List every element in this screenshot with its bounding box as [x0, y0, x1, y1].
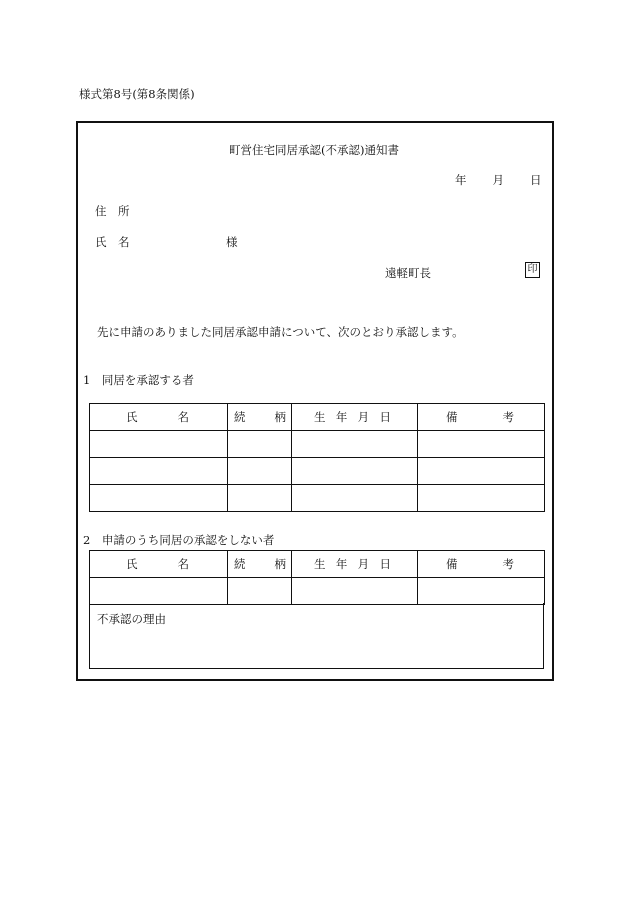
header-birthdate: 生 年 月 日 — [292, 404, 418, 431]
approved-persons-table — [89, 403, 545, 512]
header-remarks: 備 考 — [418, 551, 545, 578]
date-line — [455, 172, 542, 188]
date-year: 年 — [455, 173, 467, 187]
table-row — [90, 458, 545, 485]
table-header-row — [90, 404, 545, 431]
cell-relation[interactable] — [228, 578, 292, 605]
cell-relation[interactable] — [228, 485, 292, 512]
cell-birthdate[interactable] — [292, 431, 418, 458]
date-day: 日 — [530, 173, 542, 187]
header-remarks: 備 考 — [418, 404, 545, 431]
cell-name[interactable] — [90, 485, 228, 512]
cell-birthdate[interactable] — [292, 578, 418, 605]
body-text: 先に申請のありました同居承認申請について、次のとおり承認します。 — [97, 325, 464, 339]
table-row — [90, 578, 545, 605]
name-label: 氏 名 — [95, 235, 130, 249]
cell-name[interactable] — [90, 431, 228, 458]
cell-name[interactable] — [90, 578, 228, 605]
cell-remarks[interactable] — [418, 578, 545, 605]
table-row — [90, 431, 545, 458]
cell-remarks[interactable] — [418, 458, 545, 485]
table-row — [90, 485, 545, 512]
address-label: 住 所 — [95, 204, 130, 218]
cell-name[interactable] — [90, 458, 228, 485]
date-month: 月 — [492, 173, 504, 187]
section2-title: 2 申請のうち同居の承認をしない者 — [83, 533, 275, 547]
header-relation: 続 柄 — [228, 551, 292, 578]
cell-relation[interactable] — [228, 431, 292, 458]
issuer: 遠軽町長 — [385, 266, 431, 280]
form-reference: 様式第8号(第8条関係) — [79, 87, 195, 101]
table-header-row — [90, 551, 545, 578]
rejection-reason-label: 不承認の理由 — [97, 612, 166, 626]
cell-relation[interactable] — [228, 458, 292, 485]
rejection-reason-box[interactable] — [89, 603, 544, 669]
cell-remarks[interactable] — [418, 485, 545, 512]
header-birthdate: 生 年 月 日 — [292, 551, 418, 578]
honorific: 様 — [226, 235, 238, 249]
header-relation: 続 柄 — [228, 404, 292, 431]
document-title: 町営住宅同居承認(不承認)通知書 — [229, 143, 399, 157]
cell-birthdate[interactable] — [292, 485, 418, 512]
rejected-persons-table — [89, 550, 545, 605]
header-name: 氏 名 — [90, 551, 228, 578]
seal-mark: 印 — [525, 262, 540, 278]
cell-birthdate[interactable] — [292, 458, 418, 485]
section1-title: 1 同居を承認する者 — [83, 373, 194, 387]
header-name: 氏 名 — [90, 404, 228, 431]
cell-remarks[interactable] — [418, 431, 545, 458]
